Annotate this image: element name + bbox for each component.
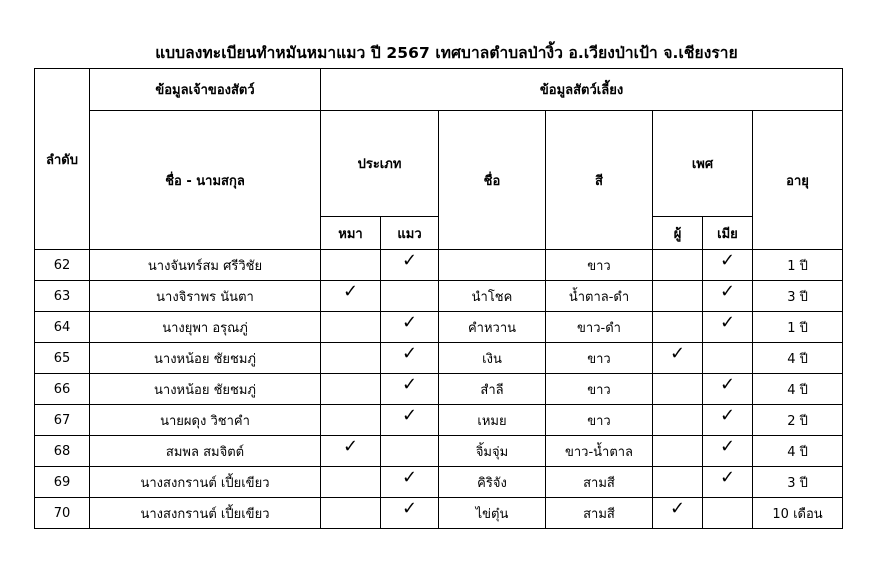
- check-mark-icon: ✓: [342, 281, 359, 302]
- cell-owner-name: นายผดุง วิชาคำ: [90, 405, 321, 436]
- check-mark-icon: ✓: [719, 312, 736, 333]
- header-type-cat: แมว: [381, 217, 439, 250]
- cell-type-dog: [321, 436, 381, 467]
- cell-color: ขาว: [546, 250, 653, 281]
- check-mark-icon: ✓: [719, 467, 736, 488]
- cell-no: 69: [35, 467, 90, 498]
- check-mark-icon: ✓: [719, 250, 736, 271]
- cell-age: 4 ปี: [753, 436, 843, 467]
- check-mark-icon: ✓: [401, 498, 418, 519]
- cell-color: ขาว: [546, 405, 653, 436]
- cell-sex-female: [703, 374, 753, 405]
- header-owner-group: ข้อมูลเจ้าของสัตว์: [90, 69, 321, 111]
- header-owner-name: ชื่อ - นามสกุล: [90, 111, 321, 250]
- cell-color: ขาว: [546, 374, 653, 405]
- cell-sex-male: [653, 281, 703, 312]
- cell-type-cat: [381, 374, 439, 405]
- check-mark-icon: ✓: [342, 436, 359, 457]
- cell-pet-name: สำลี: [439, 374, 546, 405]
- cell-pet-name: เหมย: [439, 405, 546, 436]
- cell-sex-female: [703, 250, 753, 281]
- cell-color: ขาว: [546, 343, 653, 374]
- cell-age: 1 ปี: [753, 250, 843, 281]
- cell-type-dog: [321, 467, 381, 498]
- cell-type-dog: [321, 343, 381, 374]
- cell-owner-name: นางจิราพร นันตา: [90, 281, 321, 312]
- table-row: [35, 498, 843, 529]
- cell-no: 68: [35, 436, 90, 467]
- cell-sex-male: [653, 498, 703, 529]
- cell-age: 4 ปี: [753, 343, 843, 374]
- check-mark-icon: ✓: [401, 467, 418, 488]
- cell-owner-name: นางยุพา อรุณภู่: [90, 312, 321, 343]
- cell-no: 66: [35, 374, 90, 405]
- cell-color: น้ำตาล-ดำ: [546, 281, 653, 312]
- cell-type-cat: [381, 343, 439, 374]
- cell-sex-male: [653, 343, 703, 374]
- table-row: [35, 374, 843, 405]
- cell-type-cat: [381, 250, 439, 281]
- header-pet-group: ข้อมูลสัตว์เลี้ยง: [321, 69, 843, 111]
- cell-owner-name: นางจันทร์สม ศรีวิชัย: [90, 250, 321, 281]
- table-body: [35, 250, 843, 529]
- cell-pet-name: จิ้มจุ่ม: [439, 436, 546, 467]
- table-row: [35, 343, 843, 374]
- cell-pet-name: [439, 250, 546, 281]
- table-row: [35, 405, 843, 436]
- check-mark-icon: ✓: [719, 281, 736, 302]
- cell-type-dog: [321, 405, 381, 436]
- cell-owner-name: สมพล สมจิตต์: [90, 436, 321, 467]
- header-sex: เพศ: [653, 111, 753, 217]
- cell-no: 67: [35, 405, 90, 436]
- cell-sex-female: [703, 281, 753, 312]
- cell-pet-name: คำหวาน: [439, 312, 546, 343]
- cell-type-cat: [381, 405, 439, 436]
- check-mark-icon: ✓: [719, 405, 736, 426]
- cell-type-dog: [321, 250, 381, 281]
- cell-type-cat: [381, 281, 439, 312]
- cell-sex-male: [653, 467, 703, 498]
- header-color: สี: [546, 111, 653, 250]
- table-row: [35, 250, 843, 281]
- check-mark-icon: ✓: [401, 343, 418, 364]
- document-title: แบบลงทะเบียนทำหมันหมาแมว ปี 2567 เทศบาลตำบลป่างิ้ว อ.เวียงป่าเป้า จ.เชียงราย: [155, 44, 738, 62]
- cell-type-dog: [321, 312, 381, 343]
- cell-type-cat: [381, 436, 439, 467]
- cell-owner-name: นางหน้อย ชัยชมภู่: [90, 343, 321, 374]
- header-no: ลำดับ: [35, 69, 90, 250]
- table-row: [35, 312, 843, 343]
- cell-age: 2 ปี: [753, 405, 843, 436]
- cell-sex-female: [703, 343, 753, 374]
- header-age: อายุ: [753, 111, 843, 250]
- header-sex-female: เมีย: [703, 217, 753, 250]
- check-mark-icon: ✓: [401, 250, 418, 271]
- header-type-dog: หมา: [321, 217, 381, 250]
- cell-age: 3 ปี: [753, 467, 843, 498]
- cell-type-cat: [381, 467, 439, 498]
- check-mark-icon: ✓: [669, 343, 686, 364]
- cell-no: 65: [35, 343, 90, 374]
- cell-sex-female: [703, 467, 753, 498]
- header-type: ประเภท: [321, 111, 439, 217]
- cell-no: 70: [35, 498, 90, 529]
- cell-type-dog: [321, 374, 381, 405]
- cell-age: 4 ปี: [753, 374, 843, 405]
- cell-type-dog: [321, 498, 381, 529]
- check-mark-icon: ✓: [401, 312, 418, 333]
- cell-age: 3 ปี: [753, 281, 843, 312]
- cell-type-cat: [381, 312, 439, 343]
- table-row: [35, 467, 843, 498]
- check-mark-icon: ✓: [401, 374, 418, 395]
- cell-color: ขาว-ดำ: [546, 312, 653, 343]
- cell-pet-name: เงิน: [439, 343, 546, 374]
- cell-sex-male: [653, 436, 703, 467]
- cell-sex-female: [703, 498, 753, 529]
- header-pet-name: ชื่อ: [439, 111, 546, 250]
- cell-sex-male: [653, 405, 703, 436]
- cell-sex-female: [703, 405, 753, 436]
- check-mark-icon: ✓: [719, 436, 736, 457]
- cell-color: สามสี: [546, 467, 653, 498]
- cell-pet-name: ไข่ตุ๋น: [439, 498, 546, 529]
- registration-table: [34, 68, 843, 529]
- cell-color: สามสี: [546, 498, 653, 529]
- cell-sex-female: [703, 312, 753, 343]
- check-mark-icon: ✓: [401, 405, 418, 426]
- cell-pet-name: คิริจัง: [439, 467, 546, 498]
- header-sex-male: ผู้: [653, 217, 703, 250]
- cell-age: 1 ปี: [753, 312, 843, 343]
- check-mark-icon: ✓: [719, 374, 736, 395]
- cell-owner-name: นางหน้อย ชัยชมภู่: [90, 374, 321, 405]
- table-row: [35, 436, 843, 467]
- check-mark-icon: ✓: [669, 498, 686, 519]
- cell-sex-female: [703, 436, 753, 467]
- table-row: [35, 281, 843, 312]
- cell-pet-name: นำโชค: [439, 281, 546, 312]
- cell-age: 10 เดือน: [753, 498, 843, 529]
- cell-no: 64: [35, 312, 90, 343]
- cell-owner-name: นางสงกรานต์ เปี้ยเขียว: [90, 498, 321, 529]
- cell-no: 63: [35, 281, 90, 312]
- cell-sex-male: [653, 312, 703, 343]
- cell-color: ขาว-น้ำตาล: [546, 436, 653, 467]
- cell-sex-male: [653, 374, 703, 405]
- cell-no: 62: [35, 250, 90, 281]
- cell-sex-male: [653, 250, 703, 281]
- cell-type-cat: [381, 498, 439, 529]
- cell-type-dog: [321, 281, 381, 312]
- cell-owner-name: นางสงกรานต์ เปี้ยเขียว: [90, 467, 321, 498]
